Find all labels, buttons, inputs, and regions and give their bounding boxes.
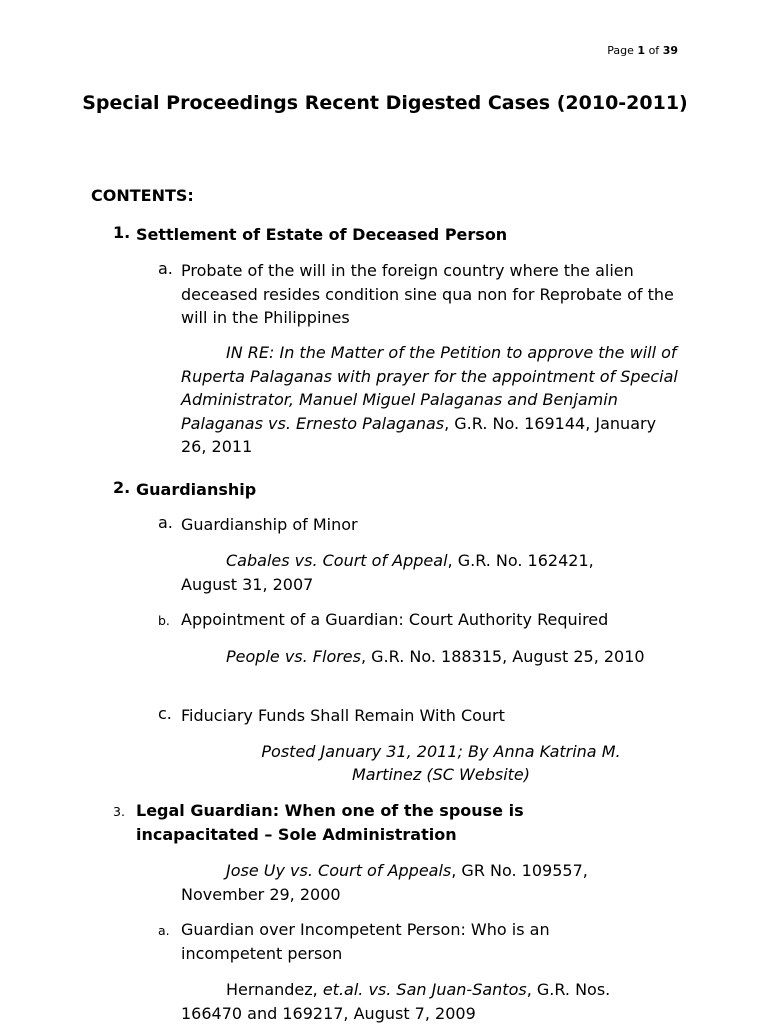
case-citation: , G.R. No. 169144, January 26, 2011 xyxy=(181,413,657,456)
page-number xyxy=(607,44,678,57)
case-title: et.al. vs. San Juan-Santos xyxy=(322,980,527,999)
section-2a-text: Guardianship of Minor xyxy=(181,515,358,534)
case-citation: , G.R. Nos. 166470 and 169217, August 7, 2009 xyxy=(181,980,611,1023)
section-3a-marker: a. xyxy=(158,923,170,938)
section-3a-case xyxy=(181,978,671,1025)
posted-line-2: Martinez (SC Website) xyxy=(352,765,530,784)
page-label: Page xyxy=(607,44,634,57)
section-2-number: 2. xyxy=(113,478,131,497)
section-3-number: 3. xyxy=(113,804,125,819)
section-2c-text: Fiduciary Funds Shall Remain With Court xyxy=(181,706,505,725)
section-1-number: 1. xyxy=(113,223,131,242)
section-3-title: Legal Guardian: When one of the spouse is incapacitated – Sole Administration xyxy=(136,801,524,844)
section-1-title: Settlement of Estate of Deceased Person xyxy=(136,225,508,244)
section-2b-text: Appointment of a Guardian: Court Authority Required xyxy=(181,610,609,629)
document-title: Special Proceedings Recent Digested Cases (2010-2011) xyxy=(82,92,688,114)
section-2b-marker: b. xyxy=(158,613,170,628)
page-of-label: of xyxy=(648,44,660,57)
case-title: Cabales vs. Court of Appeal xyxy=(226,551,448,570)
posted-line-1: Posted January 31, 2011; By Anna Katrina M. xyxy=(261,742,621,761)
section-3a-text: Guardian over Incompetent Person: Who is an incompetent person xyxy=(181,920,550,963)
page-total: 39 xyxy=(662,44,678,57)
case-title: IN RE: In the Matter of the Petition to approve the will of Ruperta Palaganas with prayer for the appointment of Special Administrator, Manuel Miguel Palaganas and Benjamin Palaganas vs. Ernesto Palaganas xyxy=(181,343,678,433)
case-citation: , GR No. 109557, November 29, 2000 xyxy=(181,861,588,904)
section-2c-marker: c. xyxy=(158,704,172,723)
case-citation: , G.R. No. 188315, August 25, 2010 xyxy=(360,647,645,666)
section-2a-case xyxy=(181,549,651,596)
section-2a-marker: a. xyxy=(158,513,173,532)
section-1a-case xyxy=(181,341,681,459)
section-3-case xyxy=(181,859,651,906)
case-citation: , G.R. No. 162421, August 31, 2007 xyxy=(181,551,594,594)
section-1a-text: Probate of the will in the foreign country where the alien deceased resides condition sine qua non for Reprobate of the will in the Philippines xyxy=(181,261,674,327)
section-2b-case xyxy=(181,645,651,669)
section-2-title: Guardianship xyxy=(136,480,257,499)
contents-heading: CONTENTS: xyxy=(91,186,194,205)
section-1a-marker: a. xyxy=(158,259,173,278)
page-current: 1 xyxy=(637,44,646,57)
case-party: Hernandez, xyxy=(226,980,323,999)
case-title: People vs. Flores xyxy=(226,647,361,666)
case-title: Jose Uy vs. Court of Appeals xyxy=(226,861,452,880)
